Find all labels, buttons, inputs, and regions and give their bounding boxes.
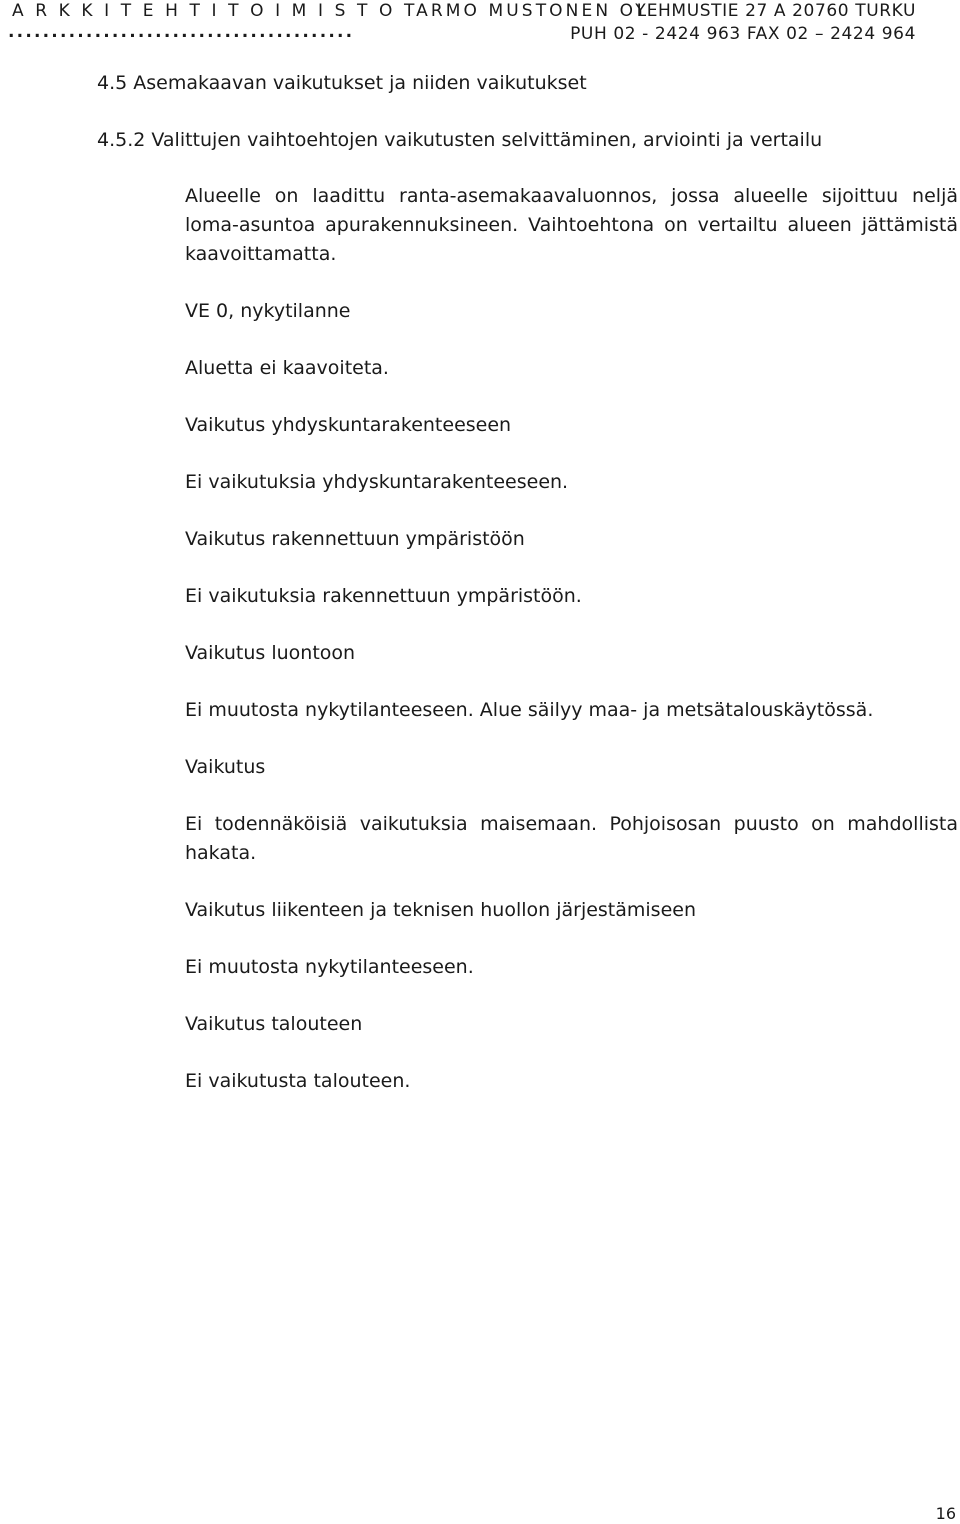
heading-yhdyskuntarakenne: Vaikutus yhdyskuntarakenteeseen — [185, 414, 512, 436]
text-talous: Ei vaikutusta talouteen. — [185, 1070, 411, 1092]
company-phone-fax: PUH 02 - 2424 963 FAX 02 – 2424 964 — [570, 24, 916, 44]
heading-rakennettu-ymparisto: Vaikutus rakennettuun ympäristöön — [185, 528, 525, 550]
text-rakennettu-ymparisto: Ei vaikutuksia rakennettuun ympäristöön. — [185, 585, 582, 607]
page-number: 16 — [935, 1504, 956, 1523]
text-yhdyskuntarakenne: Ei vaikutuksia yhdyskuntarakenteeseen. — [185, 471, 569, 493]
heading-luonto: Vaikutus luontoon — [185, 642, 356, 664]
section-title: 4.5 Asemakaavan vaikutukset ja niiden vaikutukset — [97, 72, 587, 94]
subsection-title: 4.5.2 Valittujen vaihtoehtojen vaikutusten selvittäminen, arviointi ja vertailu — [97, 129, 823, 151]
heading-talous: Vaikutus talouteen — [185, 1013, 363, 1035]
header-dotted-rule: ........................................ — [8, 22, 355, 42]
text-liikenne: Ei muutosta nykytilanteeseen. — [185, 956, 474, 978]
text-luonto: Ei muutosta nykytilanteeseen. Alue säilyy maa- ja metsätalouskäytössä. — [185, 699, 874, 721]
heading-vaikutus: Vaikutus — [185, 756, 266, 778]
intro-text: Alueelle on laadittu ranta-asemakaavaluonnos, jossa alueelle sijoittuu neljä loma-asuntoa apurakennuksineen. Vaihtoehtona on vertailtu alueen jättämistä kaavoittamatta. — [185, 185, 958, 265]
heading-liikenne: Vaikutus liikenteen ja teknisen huollon järjestämiseen — [185, 899, 697, 921]
text-maisema-body: Ei todennäköisiä vaikutuksia maisemaan. Pohjoisosan puusto on mahdollista hakata. — [185, 813, 958, 864]
text-maisema — [185, 810, 958, 868]
company-address: LEHMUSTIE 27 A 20760 TURKU — [636, 1, 916, 21]
ve0-text: Aluetta ei kaavoiteta. — [185, 357, 389, 379]
company-name: A R K K I T E H T I T O I M I S T O TARMO MUSTONEN OY — [12, 1, 649, 21]
intro-paragraph — [185, 182, 958, 269]
ve0-heading: VE 0, nykytilanne — [185, 300, 351, 322]
